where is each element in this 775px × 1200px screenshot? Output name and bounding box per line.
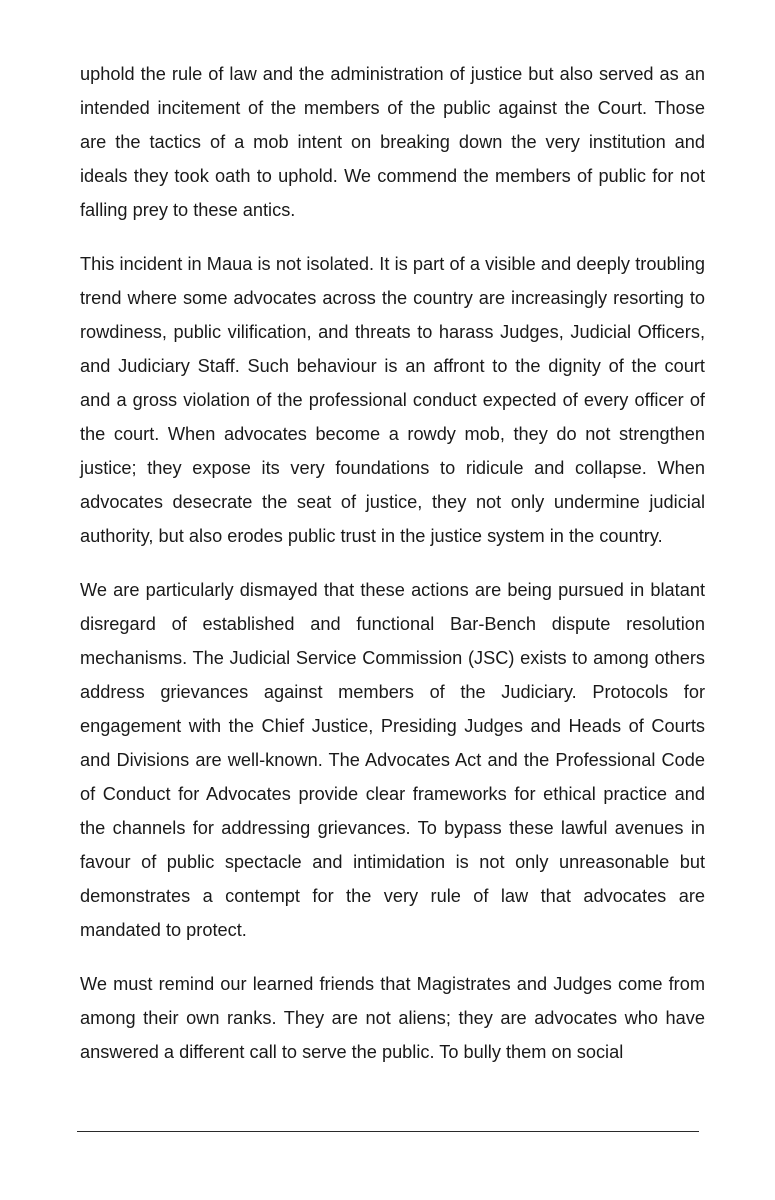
paragraph: We are particularly dismayed that these actions are being pursued in blatant disregard of established and functional Bar-Bench dispute resolution mechanisms. The Judicial Service Commission (JSC) exists to among others address grievances against members of the Judiciary. Protocols for engagement with the Chief Justice, Presiding Judges and Heads of Courts and Divisions are well-known. The Advocates Act and the Professional Code of Conduct for Advocates provide clear frameworks for ethical practice and the channels for addressing grievances. To bypass these lawful avenues in favour of public spectacle and intimidation is not only unreasonable but demonstrates a contempt for the very rule of law that advocates are mandated to protect. — [80, 580, 705, 940]
document-page — [80, 57, 705, 1089]
footer-divider — [77, 1131, 699, 1132]
paragraph: This incident in Maua is not isolated. It is part of a visible and deeply troubling trend where some advocates across the country are increasingly resorting to rowdiness, public vilification, and threats to harass Judges, Judicial Officers, and Judiciary Staff. Such behaviour is an affront to the dignity of the court and a gross violation of the professional conduct expected of every officer of the court. When advocates become a rowdy mob, they do not strengthen justice; they expose its very foundations to ridicule and collapse. When advocates desecrate the seat of justice, they not only undermine judicial authority, but also erodes public trust in the justice system in the country. — [80, 254, 705, 546]
paragraph: uphold the rule of law and the administration of justice but also served as an intended incitement of the members of the public against the Court. Those are the tactics of a mob intent on breaking down the very institution and ideals they took oath to uphold. We commend the members of public for not falling prey to these antics. — [80, 64, 705, 220]
paragraph: We must remind our learned friends that Magistrates and Judges come from among their own ranks. They are not aliens; they are advocates who have answered a different call to serve the public. To bully them on social — [80, 974, 705, 1062]
